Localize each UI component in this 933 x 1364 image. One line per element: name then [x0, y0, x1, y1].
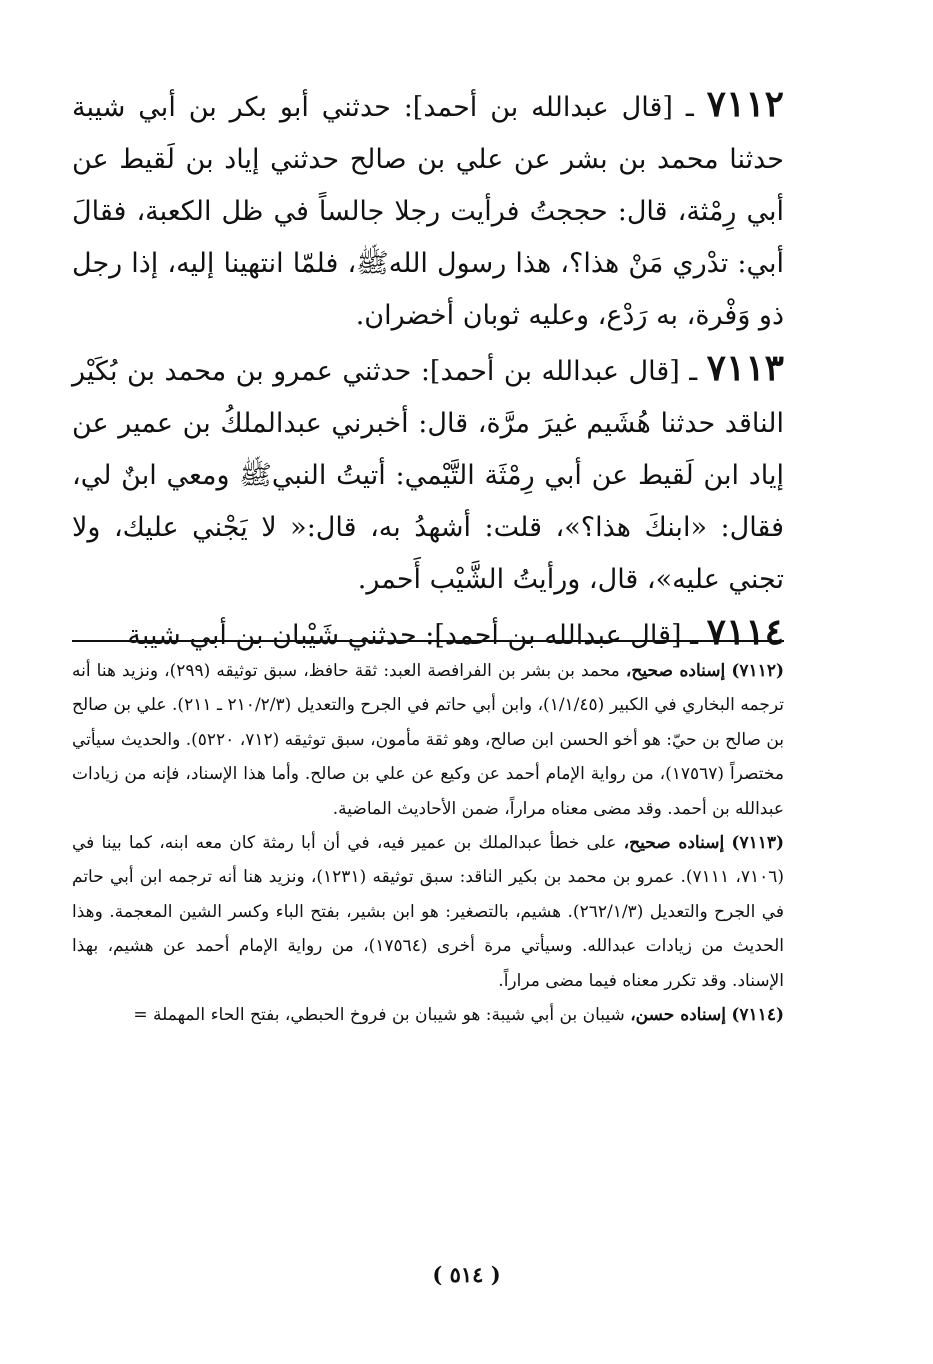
hadith-text: ـ [قال عبدالله بن أحمد]: حدثني عمرو بن محمد بن بُكَيْر الناقد حدثنا هُشَيم غيرَ مرَّة، قال: أخبرني عبدالملكُ بن عمير عن إياد ابن لَقيط عن أبي رِمْثَة التَّيْمي: أتيتُ النبيﷺ ومعي ابنٌ لي، فقال: «ابنكَ هذا؟»، قلت: أشهدُ به، قال:« لا يَجْني عليك، ولا تجني عليه»، قال، ورأيتُ الشَّيْب أَحمر. [72, 356, 784, 595]
hadith-number: ٧١١٢ [706, 83, 784, 125]
main-text [72, 78, 784, 662]
footnote-grade: إسناده صحيح، [625, 661, 726, 681]
footnote-number: (٧١١٢) [731, 661, 784, 681]
footnote-grade: إسناده حسن، [630, 1005, 726, 1026]
footnote-7114 [72, 998, 784, 1032]
hadith-text: ـ [قال عبدالله بن أحمد]: حدثني أبو بكر بن أبي شيبة حدثنا محمد بن بشر عن علي بن صالح حدثني إياد بن لَقيط عن أبي رِمْثة، قال: حججتُ فرأيت رجلا جالساً في ظل الكعبة، فقالَ أبي: تدْري مَنْ هذا؟، هذا رسول اللهﷺ، فلمّا انتهينا إليه، إذا رجل ذو وَفْرة، به رَدْع، وعليه ثوبان أخضران. [72, 92, 784, 331]
hadith-7112 [72, 78, 784, 342]
footnotes [72, 654, 784, 1032]
footnote-text: شيبان بن أبي شيبة: هو شيبان بن فروخ الحبطي، بفتح الحاء المهملة = [133, 1005, 625, 1026]
hadith-text: ـ [قال عبدالله بن أحمد]: حدثني شَيْبان بن أبي شيبة [127, 620, 699, 651]
footnote-text: محمد بن بشر بن الفرافصة العبد: ثقة حافظ، سبق توثيقه (٢٩٩)، ونزيد هنا أنه ترجمه البخاري في الكبير (١/١/٤٥)، وابن أبي حاتم في الجرح والتعديل (٢١٠/٢/٣ ـ ٢١١). علي بن صالح بن صالح بن حيّ: هو أخو الحسن ابن صالح، وهو ثقة مأمون، سبق توثيقه (٧١٢، ٥٢٢٠). والحديث سيأتي مختصراً (١٧٥٦٧)، من رواية الإمام أحمد عن وكيع عن علي بن صالح. وأما هذا الإسناد، فإنه من زيادات عبدالله بن أحمد. وقد مضى معناه مراراً، ضمن الأحاديث الماضية. [72, 661, 785, 819]
hadith-7113 [72, 342, 784, 606]
footnote-7112 [72, 654, 784, 826]
hadith-number: ٧١١٣ [706, 347, 784, 389]
footnote-divider [72, 640, 784, 642]
footnote-text: على خطأ عبدالملك بن عمير فيه، في أن أبا رمثة كان معه ابنه، كما بينا في (٧١٠٦، ٧١١١). عمرو بن محمد بن بكير الناقد: سبق توثيقه (١٢٣١)، ونزيد هنا أنه ترجمه ابن أبي حاتم في الجرح والتعديل (٢٦٢/١/٣). هشيم، بالتصغير: هو ابن بشير، بفتح الباء وكسر الشين المعجمة. وهذا الحديث من زيادات عبدالله. وسيأتي مرة أخرى (١٧٥٦٤)، من رواية الإمام أحمد عن هشيم، بهذا الإسناد. وقد تكرر معناه فيما مضى مراراً. [72, 833, 784, 991]
footnote-7113 [72, 826, 784, 998]
hadith-number: ٧١١٤ [706, 611, 784, 653]
footnote-grade: إسناده صحيح، [623, 833, 725, 854]
footnote-number: (٧١١٤) [731, 1005, 784, 1026]
page-number: ( ٥١٤ ) [432, 1262, 501, 1287]
footnote-number: (٧١١٣) [731, 833, 785, 854]
